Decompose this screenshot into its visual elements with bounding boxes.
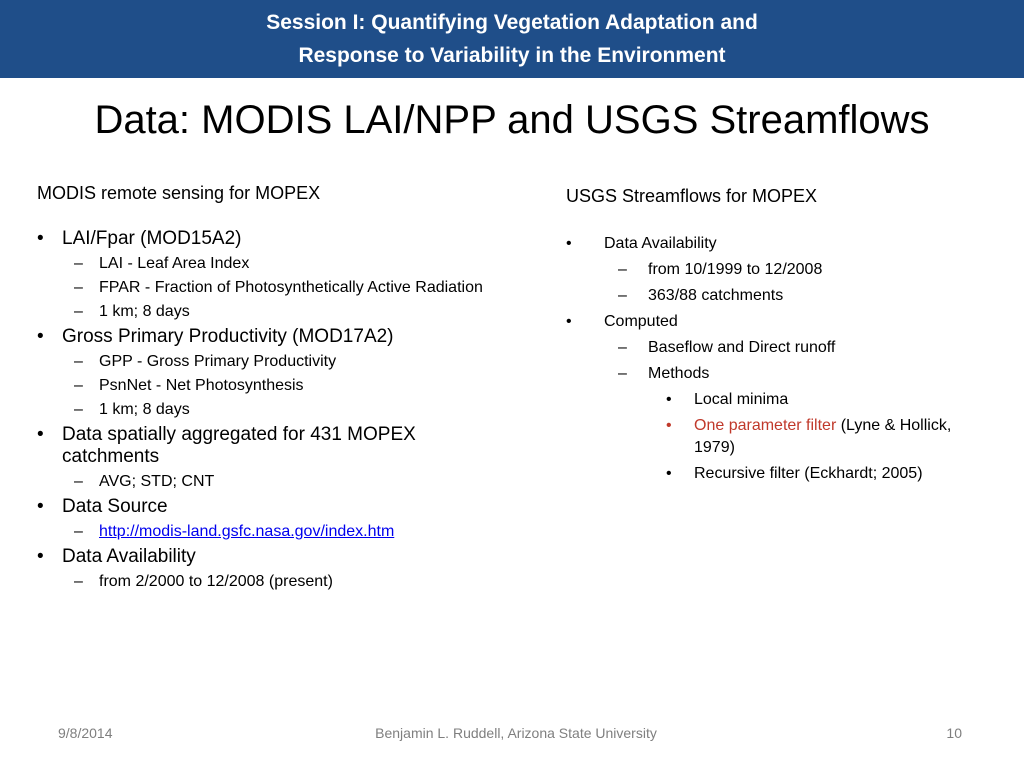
list-item: • Computed (566, 311, 996, 333)
list-item: – PsnNet - Net Photosynthesis (37, 376, 507, 395)
left-column (37, 180, 507, 596)
list-item: – 1 km; 8 days (37, 302, 507, 321)
list-item: • Local minima (566, 389, 996, 411)
left-heading: MODIS remote sensing for MOPEX (37, 183, 321, 203)
list-item: • Data spatially aggregated for 431 MOPEX catchments (37, 424, 507, 468)
list-item: – Baseflow and Direct runoff (566, 337, 996, 359)
list-item: • Data Availability (37, 546, 507, 568)
list-item: – Methods (566, 363, 996, 385)
footer-date: 9/8/2014 (58, 725, 113, 741)
left-list (37, 228, 507, 591)
footer-author: Benjamin L. Ruddell, Arizona State University (375, 725, 657, 741)
list-item: – GPP - Gross Primary Productivity (37, 352, 507, 371)
session-line-2: Response to Variability in the Environment (298, 44, 726, 67)
right-list (566, 233, 996, 485)
list-item: • Data Availability (566, 233, 996, 255)
session-line-1: Session I: Quantifying Vegetation Adaptation and (266, 11, 758, 34)
list-item: – from 2/2000 to 12/2008 (present) (37, 572, 507, 591)
list-item: • Recursive filter (Eckhardt; 2005) (566, 463, 996, 485)
list-item: – 363/88 catchments (566, 285, 996, 307)
list-item: • Gross Primary Productivity (MOD17A2) (37, 326, 507, 348)
list-item (566, 415, 996, 459)
list-item: • LAI/Fpar (MOD15A2) (37, 228, 507, 250)
list-item: – from 10/1999 to 12/2008 (566, 259, 996, 281)
slide-title: Data: MODIS LAI/NPP and USGS Streamflows (94, 98, 930, 142)
right-heading: USGS Streamflows for MOPEX (566, 186, 818, 206)
right-column (566, 180, 996, 489)
slide-number: 10 (946, 725, 962, 741)
list-item: – AVG; STD; CNT (37, 472, 507, 491)
modis-land-link[interactable]: http://modis-land.gsfc.nasa.gov/index.htm (99, 523, 395, 540)
one-parameter-filter-citation: (Lyne & Hollick, 1979) (694, 417, 952, 456)
list-item (37, 522, 507, 541)
one-parameter-filter-label: One parameter filter (694, 417, 837, 434)
list-item: • Data Source (37, 496, 507, 518)
session-banner (0, 0, 1024, 78)
list-item: – LAI - Leaf Area Index (37, 254, 507, 273)
list-item: – 1 km; 8 days (37, 400, 507, 419)
list-item: – FPAR - Fraction of Photosynthetically Active Radiation (37, 278, 507, 297)
